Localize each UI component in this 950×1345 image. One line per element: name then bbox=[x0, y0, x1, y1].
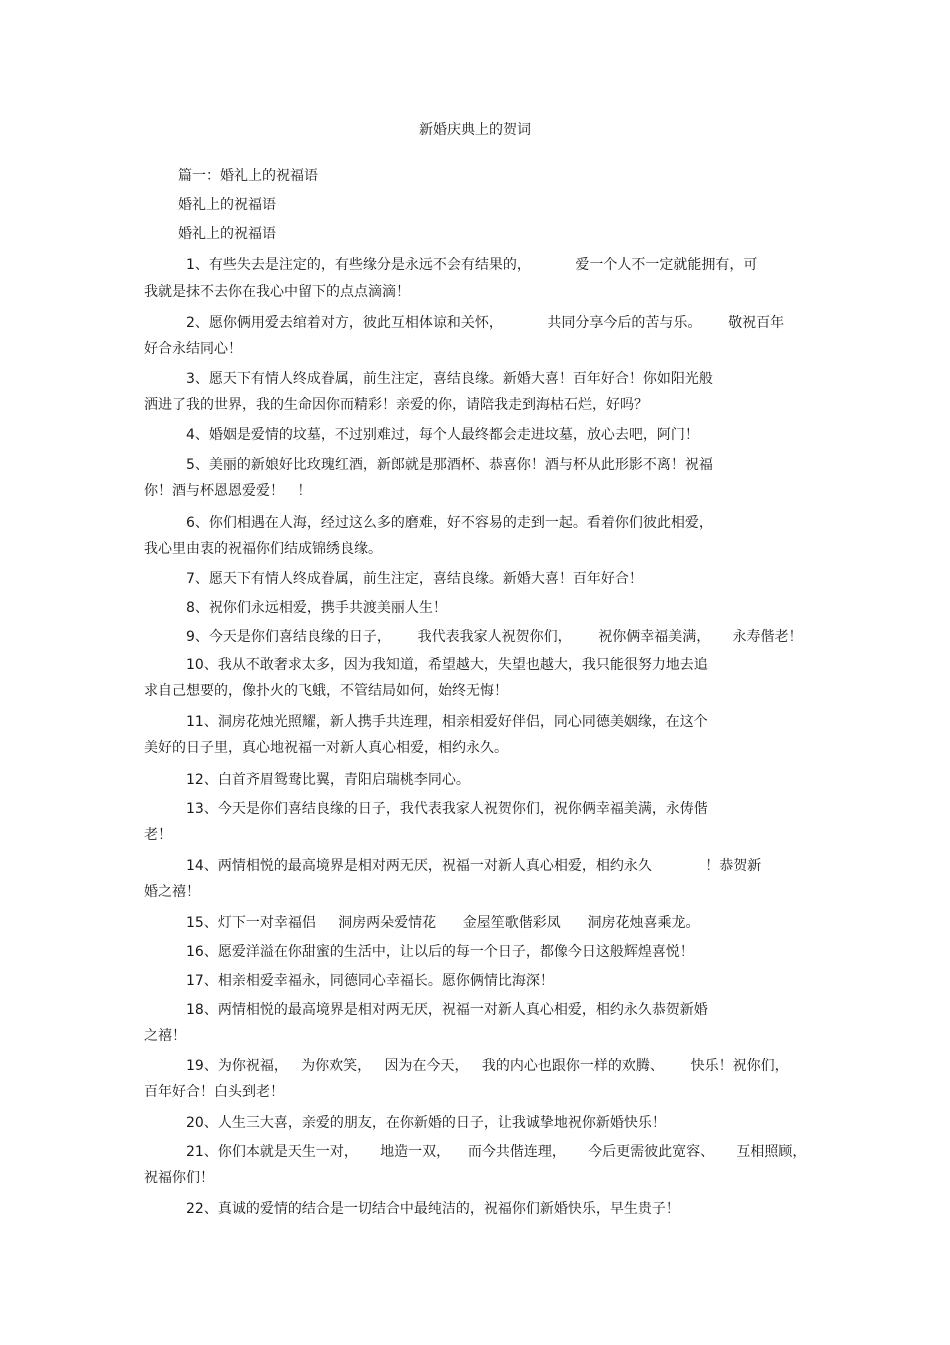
paragraph-line: 18、两情相悦的最高境界是相对两无厌，祝福一对新人真心相爱，相约永久恭贺新婚 bbox=[186, 1002, 708, 1018]
paragraph-line: 5、美丽的新娘好比玫瑰红酒，新郎就是那酒杯、恭喜你！酒与杯从此形影不离！祝福 bbox=[186, 457, 713, 473]
paragraph-line: 8、祝你们永远相爱，携手共渡美丽人生！ bbox=[186, 600, 447, 616]
section-heading: 篇一：婚礼上的祝福语 bbox=[178, 168, 318, 184]
paragraph-line: 你！酒与杯恩恩爱爱！ ！ bbox=[144, 483, 312, 499]
paragraph-line: 10、我从不敢奢求太多，因为我知道，希望越大，失望也越大，我只能很努力地去追 bbox=[186, 657, 708, 673]
paragraph-line: 6、你们相遇在人海，经过这么多的磨难，好不容易的走到一起。看着你们彼此相爱， bbox=[186, 515, 713, 531]
paragraph-line: 婚之禧！ bbox=[144, 884, 200, 900]
paragraph-line: 20、人生三大喜，亲爱的朋友，在你新婚的日子，让我诚挚地祝你新婚快乐！ bbox=[186, 1115, 666, 1131]
paragraph-line: 19、为你祝福， 为你欢笑， 因为在今天， 我的内心也跟你一样的欢腾、 快乐！祝你们， bbox=[186, 1058, 789, 1074]
paragraph-line: 之禧！ bbox=[144, 1028, 186, 1044]
paragraph-line: 21、你们本就是天生一对， 地造一双， 而今共偕连理， 今后更需彼此宽容、 互相照顾， bbox=[186, 1144, 807, 1160]
paragraph-line: 1、有些失去是注定的，有些缘分是永远不会有结果的， 爱一个人不一定就能拥有，可 bbox=[186, 257, 758, 273]
paragraph-line: 我就是抹不去你在我心中留下的点点滴滴！ bbox=[144, 284, 410, 300]
paragraph-line: 美好的日子里，真心地祝福一对新人真心相爱，相约永久。 bbox=[144, 740, 508, 756]
paragraph-line: 12、白首齐眉鸳鸯比翼，青阳启瑞桃李同心。 bbox=[186, 772, 470, 788]
page-title: 新婚庆典上的贺词 bbox=[419, 122, 531, 138]
paragraph-line: 好合永结同心！ bbox=[144, 341, 242, 357]
paragraph-line: 洒进了我的世界，我的生命因你而精彩！亲爱的你，请陪我走到海枯石烂，好吗？ bbox=[144, 397, 648, 413]
paragraph-line: 14、两情相悦的最高境界是相对两无厌，祝福一对新人真心相爱，相约永久 ！恭贺新 bbox=[186, 858, 762, 874]
paragraph-line: 求自己想要的，像扑火的飞蛾，不管结局如何，始终无悔！ bbox=[144, 683, 508, 699]
paragraph-line: 15、灯下一对幸福侣 洞房两朵爱情花 金屋笙歌偕彩凤 洞房花烛喜乘龙。 bbox=[186, 915, 700, 931]
subheading: 婚礼上的祝福语 bbox=[178, 226, 276, 242]
subheading: 婚礼上的祝福语 bbox=[178, 197, 276, 213]
paragraph-line: 17、相亲相爱幸福永，同德同心幸福长。愿你俩情比海深！ bbox=[186, 973, 554, 989]
paragraph-line: 2、愿你俩用爱去绾着对方，彼此互相体谅和关怀， 共同分享今后的苦与乐。 敬祝百年 bbox=[186, 315, 785, 331]
paragraph-line: 祝福你们！ bbox=[144, 1170, 214, 1186]
paragraph-line: 我心里由衷的祝福你们结成锦绣良缘。 bbox=[144, 541, 382, 557]
paragraph-line: 3、愿天下有情人终成眷属，前生注定，喜结良缘。新婚大喜！百年好合！你如阳光般 bbox=[186, 371, 713, 387]
paragraph-line: 16、愿爱洋溢在你甜蜜的生活中，让以后的每一个日子，都像今日这般辉煌喜悦！ bbox=[186, 944, 694, 960]
paragraph-line: 老！ bbox=[144, 827, 172, 843]
paragraph-line: 11、洞房花烛光照耀，新人携手共连理，相亲相爱好伴侣，同心同德美姻缘，在这个 bbox=[186, 714, 708, 730]
paragraph-line: 13、今天是你们喜结良缘的日子，我代表我家人祝贺你们，祝你俩幸福美满，永俦偕 bbox=[186, 801, 708, 817]
paragraph-line: 4、婚姻是爱情的坟墓，不过别难过，每个人最终都会走进坟墓，放心去吧，阿门！ bbox=[186, 427, 699, 443]
paragraph-line: 9、今天是你们喜结良缘的日子， 我代表我家人祝贺你们， 祝你俩幸福美满， 永寿偕老！ bbox=[186, 629, 803, 645]
paragraph-line: 22、真诚的爱情的结合是一切结合中最纯洁的，祝福你们新婚快乐，早生贵子！ bbox=[186, 1201, 680, 1217]
paragraph-line: 7、愿天下有情人终成眷属，前生注定，喜结良缘。新婚大喜！百年好合！ bbox=[186, 571, 643, 587]
paragraph-line: 百年好合！白头到老！ bbox=[144, 1084, 284, 1100]
